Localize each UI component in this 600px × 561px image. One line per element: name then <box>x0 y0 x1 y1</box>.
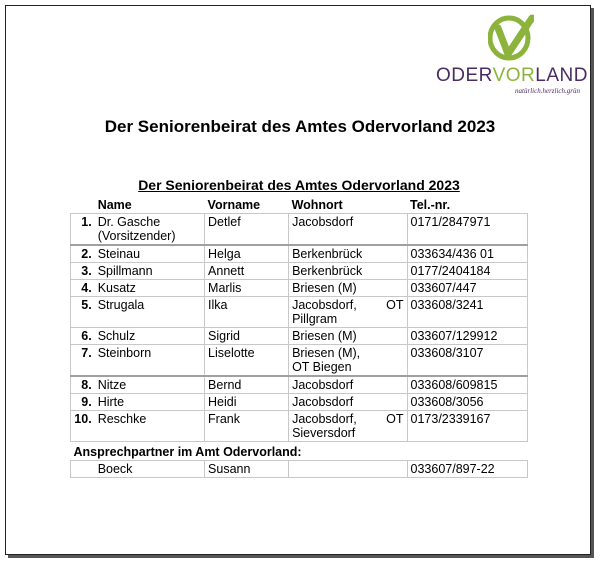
row-number: 1. <box>71 214 95 246</box>
table-header-row <box>71 197 528 214</box>
contact-heading-row <box>71 442 528 461</box>
row-wohnort-ot: OT <box>386 298 404 312</box>
contact-vorname: Susann <box>205 461 289 478</box>
row-tel: 033608/3107 <box>407 345 527 377</box>
row-vorname: Heidi <box>205 394 289 411</box>
row-wohnort-line2: OT Biegen <box>292 360 352 374</box>
row-wohnort <box>289 411 407 442</box>
row-name: Reschke <box>95 411 205 442</box>
table-row <box>71 411 528 442</box>
row-number: 4. <box>71 280 95 297</box>
row-wohnort-line1: Jacobsdorf, <box>292 298 357 312</box>
row-tel: 033608/3241 <box>407 297 527 328</box>
row-name: Steinau <box>95 245 205 263</box>
table-row <box>71 263 528 280</box>
contact-heading: Ansprechpartner im Amt Odervorland: <box>71 442 528 461</box>
header-wohnort: Wohnort <box>289 197 407 214</box>
row-wohnort <box>289 328 407 345</box>
row-number: 2. <box>71 245 95 263</box>
row-vorname: Frank <box>205 411 289 442</box>
row-number: 3. <box>71 263 95 280</box>
row-name: Schulz <box>95 328 205 345</box>
header-tel: Tel.-nr. <box>407 197 527 214</box>
table-caption-row <box>71 175 528 197</box>
table-row <box>71 376 528 394</box>
table-row <box>71 280 528 297</box>
row-name: Hirte <box>95 394 205 411</box>
row-name: Kusatz <box>95 280 205 297</box>
odervorland-logo <box>436 14 588 95</box>
row-wohnort-line1: Briesen (M) <box>292 281 357 295</box>
table-row <box>71 245 528 263</box>
table-row <box>71 328 528 345</box>
row-tel: 0173/2339167 <box>407 411 527 442</box>
table-caption: Der Seniorenbeirat des Amtes Odervorland 2023 <box>138 177 460 193</box>
contact-row <box>71 461 528 478</box>
row-tel: 033607/447 <box>407 280 527 297</box>
table-row <box>71 394 528 411</box>
row-wohnort <box>289 245 407 263</box>
logo-wordmark: ODERVORLAND <box>436 65 588 86</box>
row-name: Steinborn <box>95 345 205 377</box>
row-vorname: Marlis <box>205 280 289 297</box>
row-number: 5. <box>71 297 95 328</box>
row-name: Strugala <box>95 297 205 328</box>
row-wohnort-ot: OT <box>386 412 404 426</box>
row-wohnort-line1: Berkenbrück <box>292 247 363 261</box>
senior-council-table <box>70 175 528 478</box>
row-tel: 033608/609815 <box>407 376 527 394</box>
row-vorname: Sigrid <box>205 328 289 345</box>
contact-name: Boeck <box>95 461 205 478</box>
row-vorname: Helga <box>205 245 289 263</box>
row-wohnort <box>289 345 407 377</box>
header-name: Name <box>95 197 205 214</box>
row-wohnort <box>289 297 407 328</box>
logo-tagline: natürlich.herzlich.grün <box>515 87 580 95</box>
row-wohnort <box>289 280 407 297</box>
logo-checkmark-icon <box>488 14 534 64</box>
contact-tel: 033607/897-22 <box>407 461 527 478</box>
row-number: 8. <box>71 376 95 394</box>
row-vorname: Bernd <box>205 376 289 394</box>
header-number <box>71 197 95 214</box>
row-name: Dr. Gasche (Vorsitzender) <box>95 214 205 246</box>
row-wohnort-line1: Jacobsdorf <box>292 215 354 229</box>
contact-wohnort <box>289 461 407 478</box>
table-row <box>71 214 528 246</box>
row-vorname: Detlef <box>205 214 289 246</box>
row-wohnort-line1: Jacobsdorf <box>292 395 354 409</box>
table-row <box>71 345 528 377</box>
row-name: Nitze <box>95 376 205 394</box>
row-tel: 0177/2404184 <box>407 263 527 280</box>
row-wohnort-line1: Briesen (M) <box>292 329 357 343</box>
row-wohnort-line2: Pillgram <box>292 312 338 326</box>
page-title: Der Seniorenbeirat des Amtes Odervorland 2023 <box>104 117 496 136</box>
row-number: 6. <box>71 328 95 345</box>
row-number: 7. <box>71 345 95 377</box>
row-vorname: Annett <box>205 263 289 280</box>
row-wohnort <box>289 263 407 280</box>
row-wohnort-line1: Briesen (M), <box>292 346 361 360</box>
row-vorname: Ilka <box>205 297 289 328</box>
row-wohnort <box>289 214 407 246</box>
row-wohnort <box>289 376 407 394</box>
row-wohnort-line2: Sieversdorf <box>292 426 356 440</box>
row-number: 9. <box>71 394 95 411</box>
row-tel: 033608/3056 <box>407 394 527 411</box>
table-row <box>71 297 528 328</box>
row-name: Spillmann <box>95 263 205 280</box>
row-tel: 0171/2847971 <box>407 214 527 246</box>
row-tel: 033607/129912 <box>407 328 527 345</box>
header-vorname: Vorname <box>205 197 289 214</box>
row-wohnort-line1: Jacobsdorf <box>292 378 354 392</box>
row-wohnort-line1: Berkenbrück <box>292 264 363 278</box>
row-wohnort <box>289 394 407 411</box>
row-number: 10. <box>71 411 95 442</box>
row-tel: 033634/436 01 <box>407 245 527 263</box>
row-wohnort-line1: Jacobsdorf, <box>292 412 357 426</box>
contact-number <box>71 461 95 478</box>
row-vorname: Liselotte <box>205 345 289 377</box>
